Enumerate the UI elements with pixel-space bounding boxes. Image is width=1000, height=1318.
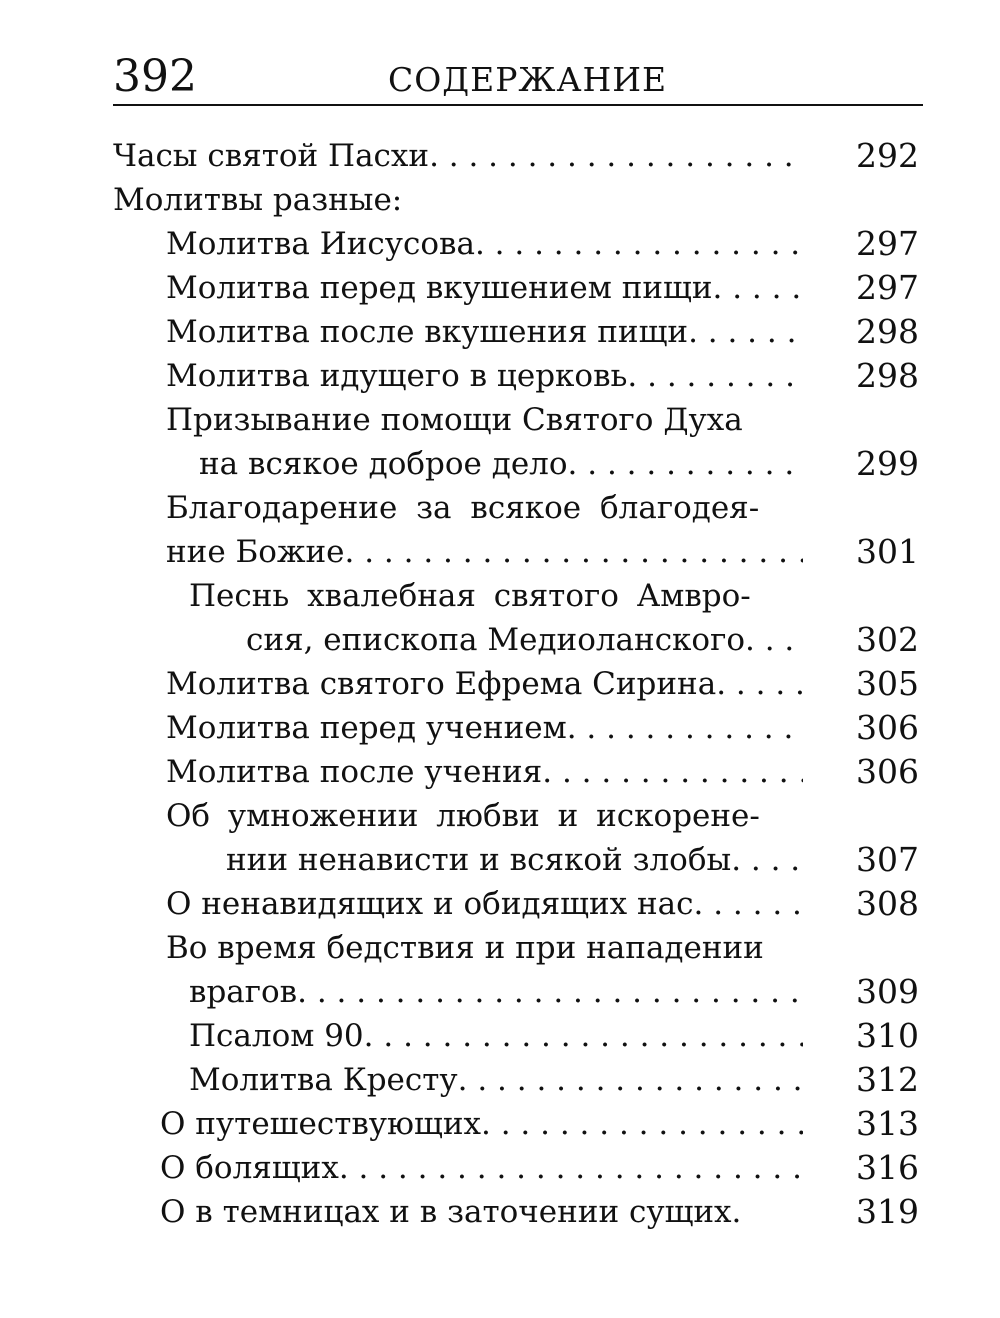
toc-entry-title: Молитва после учения: [166, 754, 543, 790]
toc-entry-title: Молитва Иисусова: [166, 226, 475, 262]
toc-entry-first-line: [0, 398, 1000, 442]
toc-entry: [0, 618, 1000, 662]
toc-entry-title: Молитвы разные:: [113, 182, 403, 218]
toc-entry-title: Песнь хвалебная святого Амвро-: [189, 578, 751, 614]
toc-entry-title: сия, епископа Медиоланского: [246, 622, 745, 658]
toc-entry-title: на всякое доброе дело: [199, 446, 568, 482]
dot-leader: [339, 1146, 803, 1190]
dot-leader: [429, 134, 803, 178]
toc-entry-page: 308: [856, 884, 919, 923]
toc-entry: [0, 970, 1000, 1014]
dot-leader: [542, 750, 803, 794]
toc-entry: [0, 354, 1000, 398]
toc-entry-title: нии ненависти и всякой злобы: [226, 842, 732, 878]
toc-entry-title: О ненавидящих и обидящих нас: [166, 886, 694, 922]
toc-entry-page: 316: [856, 1148, 919, 1187]
toc-entry: [0, 1102, 1000, 1146]
dot-leader: [745, 618, 803, 662]
header-rule: [113, 104, 923, 106]
toc-entry-page: 310: [856, 1016, 919, 1055]
toc-entry-title: Молитва Кресту: [189, 1062, 458, 1098]
toc-entry-title: О болящих: [160, 1150, 339, 1186]
dot-leader: [481, 1102, 803, 1146]
toc-entry: [0, 662, 1000, 706]
dot-leader: [297, 970, 803, 1014]
toc-entry-title: О в темницах и в заточении сущих.: [160, 1194, 742, 1230]
toc-entry-title: врагов: [189, 974, 298, 1010]
toc-entry-page: 305: [856, 664, 919, 703]
toc-entry-page: 307: [856, 840, 919, 879]
dot-leader: [475, 222, 803, 266]
toc-entry-first-line: [0, 926, 1000, 970]
toc-entry-title: Во время бедствия и при нападении: [166, 930, 764, 966]
toc-entry-title: Молитва святого Ефрема Сирина: [166, 666, 717, 702]
toc-entry-page: 302: [856, 620, 919, 659]
toc-entry-title: Призывание помощи Святого Духа: [166, 402, 743, 438]
toc-entry-title: Псалом 90: [189, 1018, 364, 1054]
toc-entry: [0, 1190, 1000, 1234]
toc-section-heading: [0, 178, 1000, 222]
toc-entry: [0, 222, 1000, 266]
toc-entry-title: Об умножении любви и искорене-: [166, 798, 760, 834]
dot-leader: [627, 354, 803, 398]
toc-entry: [0, 706, 1000, 750]
toc-entry-page: 292: [856, 136, 919, 175]
dot-leader: [716, 662, 803, 706]
toc-entry: [0, 750, 1000, 794]
toc-entry-page: 298: [856, 356, 919, 395]
toc-entry-page: 313: [856, 1104, 919, 1143]
table-of-contents: [0, 134, 1000, 1234]
toc-entry-page: 312: [856, 1060, 919, 1099]
toc-entry: [0, 1058, 1000, 1102]
toc-entry-title: Часы святой Пасхи: [113, 138, 430, 174]
toc-entry-page: 301: [856, 532, 919, 571]
toc-entry: [0, 442, 1000, 486]
toc-entry-title: О путешествующих: [160, 1106, 481, 1142]
toc-entry-page: 297: [856, 268, 919, 307]
toc-entry-first-line: [0, 574, 1000, 618]
toc-entry: [0, 882, 1000, 926]
toc-entry-page: 306: [856, 708, 919, 747]
dot-leader: [567, 706, 803, 750]
toc-entry-page: 298: [856, 312, 919, 351]
toc-entry-title: Молитва перед учением: [166, 710, 567, 746]
dot-leader: [731, 838, 803, 882]
toc-entry-title: Благодарение за всякое благодея-: [166, 490, 760, 526]
toc-entry: [0, 838, 1000, 882]
dot-leader: [364, 1014, 803, 1058]
toc-entry-page: 297: [856, 224, 919, 263]
dot-leader: [568, 442, 803, 486]
dot-leader: [458, 1058, 803, 1102]
toc-entry-first-line: [0, 794, 1000, 838]
running-title: СОДЕРЖАНИЕ: [388, 60, 668, 99]
toc-entry: [0, 310, 1000, 354]
toc-entry-title: ние Божие: [166, 534, 345, 570]
toc-entry: [0, 1014, 1000, 1058]
toc-entry-title: Молитва идущего в церковь: [166, 358, 628, 394]
toc-entry-title: Молитва перед вкушением пищи: [166, 270, 713, 306]
toc-entry: [0, 1146, 1000, 1190]
dot-leader: [693, 882, 803, 926]
page-number: 392: [113, 51, 197, 102]
toc-entry: [0, 530, 1000, 574]
dot-leader: [688, 310, 803, 354]
toc-entry-page: 319: [856, 1192, 919, 1231]
toc-entry-page: 306: [856, 752, 919, 791]
toc-entry-first-line: [0, 486, 1000, 530]
toc-entry-page: 309: [856, 972, 919, 1011]
toc-entry-title: Молитва после вкушения пищи: [166, 314, 689, 350]
toc-entry: [0, 266, 1000, 310]
toc-entry-page: 299: [856, 444, 919, 483]
page-header: [113, 52, 923, 102]
toc-entry: [0, 134, 1000, 178]
dot-leader: [713, 266, 803, 310]
dot-leader: [345, 530, 804, 574]
